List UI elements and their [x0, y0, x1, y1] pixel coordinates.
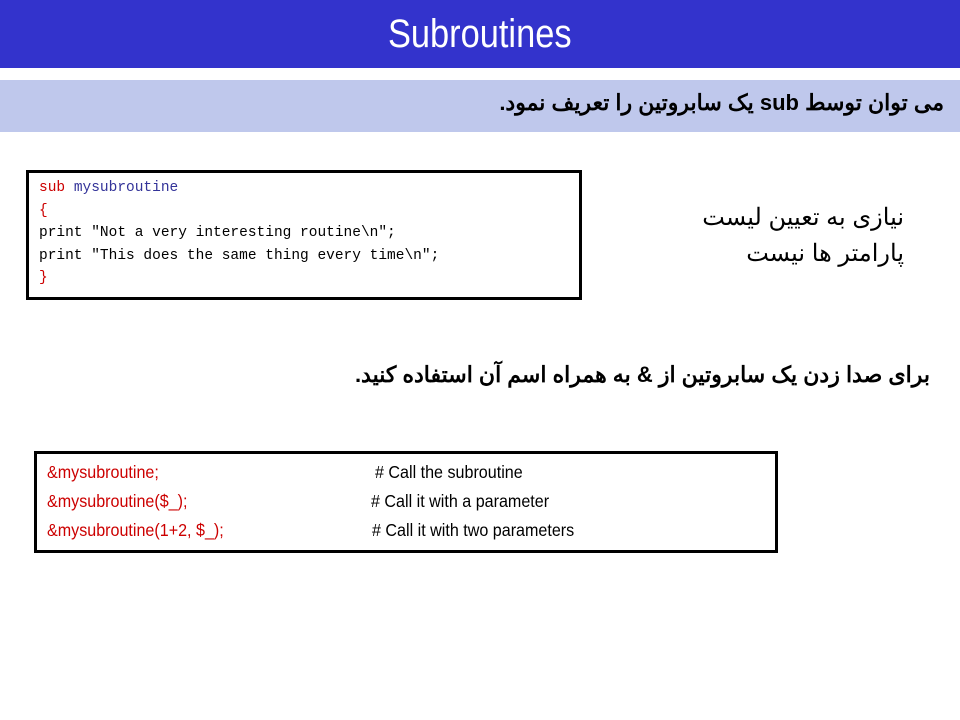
call-examples-box	[34, 451, 778, 553]
call-instruction: برای صدا زدن یک سابروتین از & به همراه اسم آن استفاده کنید.	[354, 362, 930, 387]
slide-title: Subroutines	[388, 11, 572, 56]
code-subroutine-name: mysubroutine	[73, 180, 179, 196]
code-line-print-1: print "Not a very interesting routine\n";	[39, 225, 396, 241]
side-note-line-1: نیازی به تعیین لیست	[702, 204, 904, 231]
slide-subtitle: می توان توسط sub یک سابروتین را تعریف نمود.	[499, 90, 944, 115]
side-note	[702, 200, 904, 272]
call-example-code: &mysubroutine(1+2, $_);	[47, 520, 224, 540]
call-example-row	[47, 458, 767, 486]
subroutine-definition-box	[26, 170, 582, 300]
subtitle-bar	[0, 80, 960, 132]
call-example-comment: # Call it with a parameter	[371, 491, 550, 511]
code-close-brace: }	[39, 270, 48, 286]
call-example-row	[47, 516, 767, 544]
code-line-print-2: print "This does the same thing every time\n";	[39, 247, 440, 264]
code-open-brace: {	[39, 202, 48, 219]
code-line-signature	[39, 177, 439, 200]
call-example-code: &mysubroutine($_);	[47, 491, 188, 511]
call-example-comment: # Call the subroutine	[375, 462, 523, 482]
definition-code	[39, 177, 439, 290]
call-example-comment: # Call it with two parameters	[372, 520, 575, 540]
code-keyword: sub	[39, 180, 66, 196]
side-note-line-2: پارامتر ها نیست	[746, 240, 904, 267]
call-example-row	[47, 487, 767, 515]
call-example-code: &mysubroutine;	[47, 462, 159, 482]
title-bar	[0, 0, 960, 68]
